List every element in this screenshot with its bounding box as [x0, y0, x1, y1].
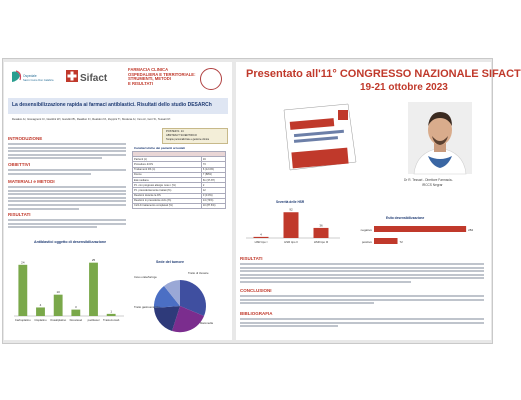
table-cell-label: Reazioni durante la DS	[133, 193, 202, 198]
bar-chart-title: Antiblastici oggetto di desensibilizzazione	[34, 240, 107, 244]
severity-category-label: HSR tipo III	[313, 240, 329, 244]
poster-box	[162, 128, 228, 144]
results-text	[8, 219, 126, 230]
right-results-text	[240, 263, 484, 285]
bar-value-label: 24	[21, 260, 25, 265]
bibliography-text	[240, 318, 484, 329]
table-cell-value: 73	[201, 162, 225, 167]
skin-chart-title: Esito desensibilizzazione	[386, 216, 425, 220]
hospital-name-2: Sacro Cuore Don Calabria	[23, 79, 54, 82]
congress-dates: 19-21 ottobre 2023	[360, 82, 448, 93]
severity-bar	[284, 212, 299, 238]
objectives-heading: OBIETTIVI	[8, 162, 31, 167]
severity-value-label: 36	[319, 223, 323, 228]
bar	[54, 295, 63, 316]
right-poster	[236, 62, 521, 340]
severity-chart-title: Severità delle HSR	[276, 200, 305, 204]
header-line-3: STRUMENTI, METODI	[128, 76, 171, 82]
header-title	[128, 68, 195, 86]
bar-value-label: 10	[56, 290, 60, 295]
methods-heading: MATERIALI e METODI	[8, 179, 55, 184]
objectives-text	[8, 169, 126, 176]
pie-chart-title: Sede del tumore	[156, 260, 184, 264]
left-poster	[4, 62, 232, 340]
table-cell-value: 0 (0.0%)	[201, 193, 225, 198]
presenter-name: Dr R. Tessari - Direttore Farmacia-	[404, 178, 453, 182]
bar-value-label: 4	[39, 302, 42, 307]
sifact-wordmark: Sifact	[80, 73, 108, 84]
header-line-2: OSPEDALIERA E TERRITORIALE:	[128, 71, 196, 77]
bar	[36, 307, 45, 316]
skin-value-label: 282	[468, 228, 474, 232]
poster-title: La desensibilizzazione rapida ai farmaci antiblastici. Risultati dello studio DESARCh	[12, 102, 212, 108]
skin-category-label: negativo	[360, 228, 372, 232]
skin-bar	[374, 238, 398, 244]
bar	[71, 310, 80, 316]
severity-bar-chart	[240, 204, 344, 248]
table-cell-value: 2	[201, 183, 225, 188]
hospital-logo	[8, 68, 54, 88]
table-cell-label: Donne	[133, 172, 202, 177]
bar-category-label: Cisplatino	[34, 318, 47, 322]
bar-category-label: paclitaxel	[87, 318, 100, 322]
bar-category-label: Docetaxel	[69, 318, 83, 322]
bar-value-label: 1	[110, 309, 113, 314]
bar	[18, 265, 27, 316]
table-cell-label: Pazienti (n)	[133, 157, 202, 162]
results-heading: RISULTATI	[8, 212, 31, 217]
patient-table	[132, 151, 226, 209]
table-title: Caratteristiche dei pazienti arruolati	[134, 146, 186, 150]
skin-bar	[374, 226, 466, 232]
antiblastic-bar-chart	[8, 246, 128, 332]
bar-value-label: 3	[74, 305, 77, 310]
bar-category-label: Ossaliplatino	[50, 318, 67, 322]
conclusions-text	[240, 295, 484, 306]
table-cell-label: Pz. con progressi allergie note n (%)	[133, 183, 202, 188]
severity-category-label: HSR tipo II	[284, 240, 298, 244]
presenter-affiliation: IRCCS Negrar	[422, 183, 443, 187]
bar	[89, 263, 98, 316]
table-cell-label: Reazioni in precedente ciclo (%)	[133, 198, 202, 203]
pie-label-3: Ovaio	[210, 301, 218, 305]
table-cell-label: Trattamenti DS (n)	[133, 167, 202, 172]
bibliography-heading: BIBLIOGRAFIA	[240, 311, 273, 316]
severity-category-label: HSR tipo I	[254, 240, 268, 244]
skin-test-bar-chart	[352, 222, 486, 256]
severity-value-label: 4	[260, 232, 262, 237]
congress-title: Presentato all'11° CONGRESSO NAZIONALE SIFACT	[246, 68, 521, 80]
table-cell-value: 10 (87.6%)	[201, 203, 225, 208]
table-cell-label: Pz. precedentemente trattati (%)	[133, 188, 202, 193]
right-results-heading: RISULTATI	[240, 256, 263, 261]
university-seal-icon	[200, 68, 222, 90]
intro-heading: INTRODUZIONE	[8, 136, 43, 141]
bar-category-label: Carboplatino	[14, 318, 31, 322]
pie-label-1: Tratto gastroenterico	[134, 305, 160, 309]
severity-bar	[314, 228, 329, 238]
methods-text	[8, 186, 126, 211]
severity-bar	[254, 237, 269, 238]
table-cell-value: 7 (88%)	[201, 172, 225, 177]
table-cell-value: 14 (74%)	[201, 198, 225, 203]
table-row	[133, 203, 226, 208]
pie-label-2: Mammella	[200, 321, 213, 325]
severity-value-label: 92	[289, 207, 293, 212]
table-cell-label: Cicli di trattamento completati (%)	[133, 203, 202, 208]
bar	[107, 314, 116, 316]
pie-label-4: Tratto di Vessice	[188, 271, 209, 275]
table-cell-label: Età mediana	[133, 177, 202, 182]
congress-brochure-image	[278, 102, 360, 172]
poster-number: POSTER N. 14	[166, 130, 184, 133]
bar-value-label: 25	[91, 258, 96, 263]
poster-authors: Desalvo A¹, Giovagnoni C¹, Giardini W¹, Gandini B¹, Realdon F¹, Realdon N¹, Zuppini T¹, Modena A¹, Inno A¹, Gori S¹, Tessari R¹	[12, 117, 171, 121]
header-line-4: E RISULTATI	[128, 80, 153, 86]
sifact-logo	[64, 66, 114, 88]
poster-topic: Terapie personalizzate e gestione clinica	[166, 138, 209, 141]
table-cell-value: 6 (12.0%)	[201, 167, 225, 172]
poster-type: ABSTRACT SCIENTIFICO	[166, 134, 197, 137]
skin-value-label: 72	[399, 240, 403, 244]
tumor-site-pie	[130, 264, 230, 336]
table-cell-value: 61 (37-87)	[201, 177, 225, 182]
presenter-photo	[408, 102, 472, 174]
conclusions-heading: CONCLUSIONI	[240, 288, 272, 293]
table-cell-value: 12	[201, 188, 225, 193]
intro-text	[8, 143, 126, 161]
header-line-1: FARMACIA CLINICA	[128, 67, 169, 72]
bar-category-label: Trastuzumab	[103, 318, 120, 322]
table-cell-value: 19	[201, 157, 225, 162]
hospital-name-1: Ospedale	[23, 74, 37, 78]
pie-label-0: Cavo orale/faringe	[134, 275, 157, 279]
table-cell-label: Procedure di DS	[133, 162, 202, 167]
skin-category-label: positivo	[361, 240, 372, 244]
